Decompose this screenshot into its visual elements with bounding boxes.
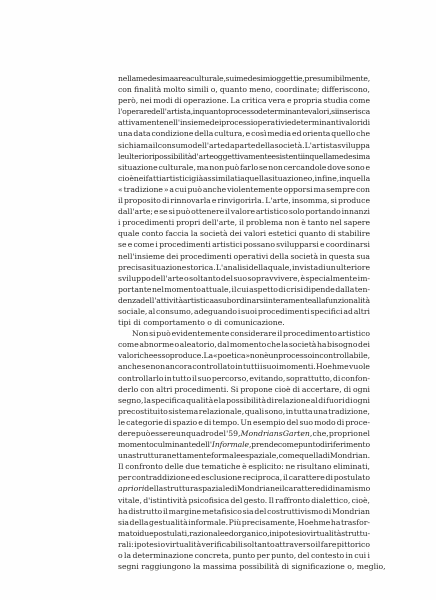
text-line: a priori della struttura spaziale di Mondrian e il carattere di dinamismo — [118, 484, 371, 494]
text-line: Non si può evidentemente considerare il procedimento artistico — [132, 329, 370, 339]
text-line: « tradizione » a cui può anche violentemente opporsi ma sempre con — [118, 184, 370, 194]
text-line: cioè nei fatti artistici già assimilati a quella situazione o, infine, in quella — [118, 173, 371, 183]
text-line: quale conto faccia la società dei valori estetici quanto di stabilire — [118, 229, 370, 239]
text-line: segno, la specifica qualità e la possibilità di relazione al di fuori di ogni — [118, 395, 370, 405]
text-line: le ulteriori possibilità d'arte oggettivamente esistenti in quella medesima — [118, 151, 371, 161]
text-line: dall'arte; e se si può ottenere il valore artistico solo portando innanzi — [118, 207, 370, 217]
text-line: derlo con altri procedimenti. Si propone cioè di accertare, di ogni — [118, 384, 370, 394]
text-line: l'operare dell'artista, in quanto processo determinante valori, si inserisca — [118, 107, 370, 117]
text-line: per contraddizione ed esclusione reciproca, il carattere di postulato — [118, 473, 370, 483]
text-line: momento culminante dell'Informale, prende come punto di riferimento — [118, 440, 370, 450]
text-line: situazione culturale, ma non può farlo se non cercandole dove sono e — [118, 162, 370, 172]
text-line: ha distrutto il margine metafisico sia del costruttivismo di Mondrian — [118, 506, 370, 516]
text-line: segni raggiungono la massima possibilità di significazione o, meglio, — [118, 562, 386, 572]
text-line: le categorie di spazio e di tempo. Un esempio del suo modo di proce- — [118, 417, 370, 427]
text-column — [118, 73, 386, 572]
text-line: come abnorme o aleatorio, dal momento che la società ha bisogno dei — [118, 340, 370, 350]
text-line: una struttura nettamente formale e spaziale, come quella di Mondrian. — [118, 451, 370, 461]
text-line: se e come i procedimenti artistici possano svilupparsi e coordinarsi — [118, 240, 370, 250]
text-line: rali: ipotesi o virtualità verificabili soltanto attraverso il fare pittorico — [118, 539, 370, 549]
text-line: portante nel momento attuale, il cui aspetto di crisi dipende dalla ten- — [118, 284, 370, 294]
text-line: i procedimenti propri dell'arte, il problema non è tanto nel sapere — [118, 218, 370, 228]
text-line: vitale, d'istintività psicofisica del gesto. Il raffronto dialettico, cioè, — [118, 495, 370, 505]
text-line: però, nei modi di operazione. La critica vera e propria studia come — [118, 96, 370, 106]
text-line: sviluppo dell'arte o soltanto del suo sopravvivere, è specialmente im- — [118, 273, 370, 283]
text-line: precisa situazione storica. L'analisi della quale, in vista di un ulteriore — [118, 262, 370, 272]
text-line: sociale, al consumo, adeguando i suoi procedimenti specifici ad altri — [118, 306, 370, 316]
text-line: nell'insieme dei procedimenti operativi della società in questa sua — [118, 251, 370, 261]
text-line: attivamente nell'insieme dei processi operativi e determinanti valori di — [118, 118, 371, 128]
text-line: denza dell'attività artistica a subordinarsi interamente alla funzionalità — [118, 295, 370, 305]
text-line: valori che esso produce. La « poetica » non è un processo incontrollabile, — [118, 351, 370, 361]
text-line: precostituito sistema relazionale, quali sono, in tutta una tradizione, — [118, 406, 370, 416]
text-line: con finalità molto simili o, quanto meno, coordinate; differiscono, — [118, 85, 370, 95]
text-line: o la determinazione concreta, punto per punto, del contesto in cui i — [118, 551, 370, 561]
text-line: tipi di comportamento o di comunicazione. — [118, 318, 285, 328]
text-line: nella medesima area culturale, sui medesimi oggetti e, presumibilmente, — [118, 74, 370, 83]
text-line: sia della gestualità informale. Più precisamente, Hoehme ha trasfor- — [118, 517, 370, 527]
text-line: si chiama il consumo dell'arte da parte della società. L'artista sviluppa — [118, 140, 370, 150]
text-line: il proposito di rinnovarla e rinvigorirla. L'arte, insomma, si produce — [118, 196, 370, 206]
text-line: una data condizione della cultura, e così media ed orienta quello che — [118, 129, 370, 139]
text-line: dere può essere un quadro del '59, Mondrians Garten, che, proprio nel — [118, 429, 371, 438]
text-line: Il confronto delle due tematiche è esplicito: ne risultano eliminati, — [118, 462, 370, 472]
text-line: controllarlo in tutto il suo percorso, evitando, soprattutto, di confon- — [118, 373, 370, 383]
text-line: mato i due postulati, razionale ed organico, in ipotesi o virtualità struttu- — [118, 528, 370, 538]
text-line: anche se non ancora controllato in tutti i suoi momenti. Hoehme vuole — [118, 362, 370, 372]
